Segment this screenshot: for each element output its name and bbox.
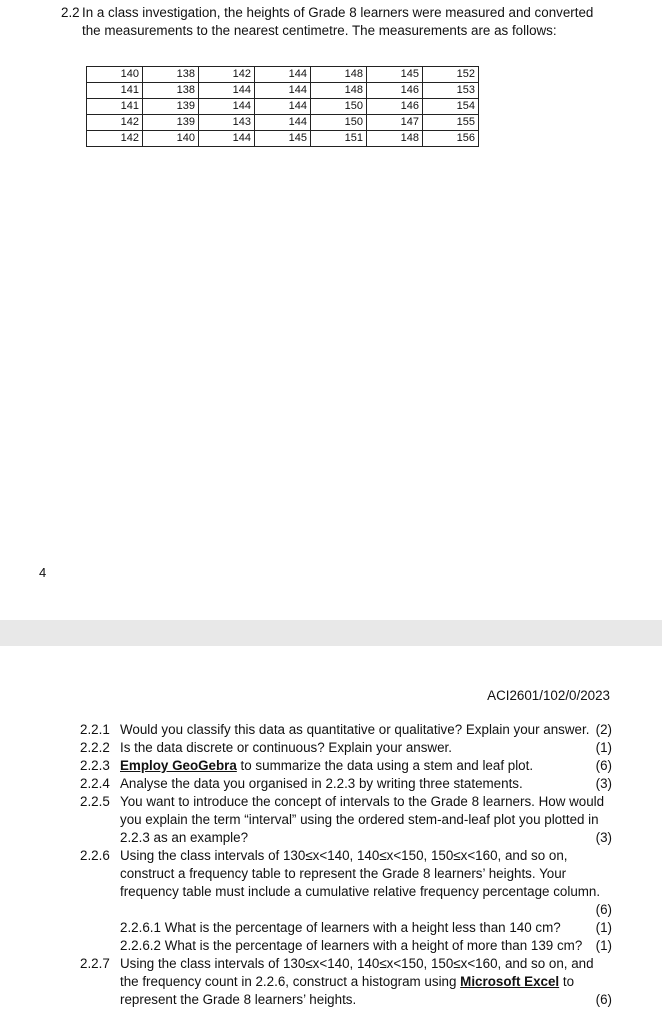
table-cell: 153 <box>423 83 479 99</box>
table-cell: 147 <box>367 115 423 131</box>
table-cell: 155 <box>423 115 479 131</box>
table-row <box>87 131 479 147</box>
question-text: Using the class intervals of 130≤x<140, 140≤x<150, 150≤x<160, and so on, <box>120 848 568 863</box>
question-marks: (3) <box>595 830 612 845</box>
table-cell: 143 <box>199 115 255 131</box>
question-2-2-1 <box>80 721 612 739</box>
table-row <box>87 67 479 83</box>
question-marks: (1) <box>595 740 612 755</box>
table-cell: 150 <box>311 115 367 131</box>
table-cell: 139 <box>143 99 199 115</box>
page-number: 4 <box>39 565 47 580</box>
question-text: Would you classify this data as quantitative or qualitative? Explain your answer. <box>120 722 590 737</box>
question-number: 2.2.3 <box>80 758 110 773</box>
question-2-2-6 <box>80 847 612 919</box>
table-cell: 142 <box>199 67 255 83</box>
table-cell: 144 <box>199 83 255 99</box>
table-cell: 142 <box>87 115 143 131</box>
question-intro <box>61 4 621 40</box>
table-cell: 144 <box>255 99 311 115</box>
question-number: 2.2.6.1 <box>120 920 161 935</box>
table-cell: 140 <box>143 131 199 147</box>
question-number: 2.2.4 <box>80 776 110 791</box>
document-code: ACI2601/102/0/2023 <box>487 688 610 703</box>
question-number: 2.2.2 <box>80 740 110 755</box>
table-cell: 139 <box>143 115 199 131</box>
table-cell: 156 <box>423 131 479 147</box>
table-cell: 152 <box>423 67 479 83</box>
table-cell: 144 <box>255 67 311 83</box>
table-cell: 145 <box>367 67 423 83</box>
question-number: 2.2.6.2 <box>120 938 161 953</box>
table-row <box>87 99 479 115</box>
table-cell: 148 <box>367 131 423 147</box>
question-marks: (6) <box>595 992 612 1007</box>
question-text: to <box>559 974 575 989</box>
question-2-2-2 <box>80 739 612 757</box>
question-text: to summarize the data using a stem and leaf plot. <box>236 758 534 773</box>
geogebra-link[interactable]: Employ GeoGebra <box>120 758 237 773</box>
table-cell: 148 <box>311 83 367 99</box>
excel-link[interactable]: Microsoft Excel <box>460 974 560 989</box>
question-2-2-6-1 <box>80 919 612 937</box>
table-cell: 141 <box>87 83 143 99</box>
question-text: Analyse the data you organised in 2.2.3 by writing three statements. <box>120 776 523 791</box>
table-cell: 150 <box>311 99 367 115</box>
table-cell: 138 <box>143 67 199 83</box>
question-marks: (6) <box>595 902 612 917</box>
page-break <box>0 620 662 646</box>
table-row <box>87 115 479 131</box>
table-cell: 138 <box>143 83 199 99</box>
table-cell: 142 <box>87 131 143 147</box>
question-marks: (6) <box>595 758 612 773</box>
table-cell: 144 <box>255 83 311 99</box>
page-bottom <box>0 646 662 1006</box>
question-2-2-5 <box>80 793 612 847</box>
table-row <box>87 83 479 99</box>
question-marks: (1) <box>595 938 612 953</box>
question-text: construct a frequency table to represent the Grade 8 learners’ heights. Your <box>120 866 567 881</box>
intro-line2: the measurements to the nearest centimetre. The measurements are as follows: <box>82 23 557 38</box>
question-2-2-4 <box>80 775 612 793</box>
question-text: frequency table must include a cumulative relative frequency percentage column. <box>120 884 601 899</box>
table-cell: 151 <box>311 131 367 147</box>
question-text: represent the Grade 8 learners’ heights. <box>120 992 357 1007</box>
table-cell: 140 <box>87 67 143 83</box>
table-cell: 144 <box>199 131 255 147</box>
question-text: the frequency count in 2.2.6, construct a histogram using <box>120 974 461 989</box>
table-cell: 144 <box>255 115 311 131</box>
intro-number: 2.2 <box>61 5 80 20</box>
question-number: 2.2.7 <box>80 956 110 971</box>
question-marks: (3) <box>595 776 612 791</box>
question-text: What is the percentage of learners with a height of more than 139 cm? <box>164 938 583 953</box>
question-text: Using the class intervals of 130≤x<140, 140≤x<150, 150≤x<160, and so on, and <box>120 956 594 971</box>
question-text: You want to introduce the concept of intervals to the Grade 8 learners. How would <box>120 794 605 809</box>
question-2-2-6-2 <box>80 937 612 955</box>
table-cell: 141 <box>87 99 143 115</box>
heights-table <box>86 66 479 147</box>
question-marks: (1) <box>595 920 612 935</box>
table-cell: 145 <box>255 131 311 147</box>
table-cell: 154 <box>423 99 479 115</box>
table-cell: 148 <box>311 67 367 83</box>
question-text: you explain the term “interval” using the ordered stem-and-leaf plot you plotted in <box>120 812 599 827</box>
question-marks: (2) <box>595 722 612 737</box>
table-cell: 144 <box>199 99 255 115</box>
table-cell: 146 <box>367 83 423 99</box>
question-text: What is the percentage of learners with a height less than 140 cm? <box>164 920 561 935</box>
question-text: 2.2.3 as an example? <box>120 830 249 845</box>
question-number: 2.2.5 <box>80 794 110 809</box>
table-cell: 146 <box>367 99 423 115</box>
intro-line1: In a class investigation, the heights of Grade 8 learners were measured and converted <box>82 5 594 20</box>
question-number: 2.2.1 <box>80 722 110 737</box>
question-2-2-7 <box>80 955 612 1009</box>
question-number: 2.2.6 <box>80 848 110 863</box>
question-text: Is the data discrete or continuous? Explain your answer. <box>120 740 452 755</box>
question-2-2-3 <box>80 757 612 775</box>
